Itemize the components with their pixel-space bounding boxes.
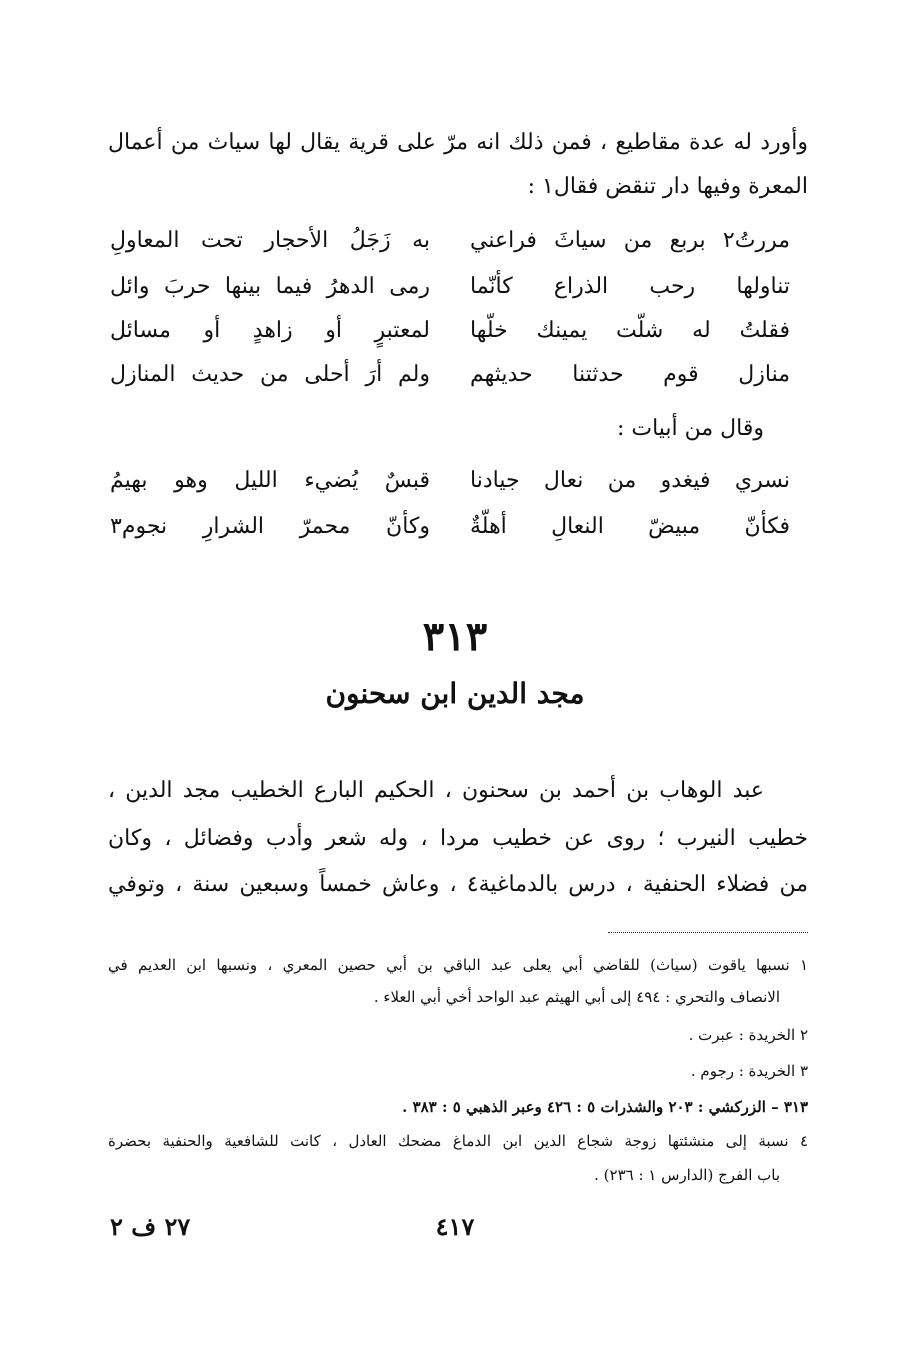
poem2-intro: وقال من أبيات : <box>616 416 764 441</box>
bio-line-3: من فضلاء الحنفية ، درس بالدماغية٤ ، وعاش خمساً وسبعين سنة ، وتوفي <box>108 872 808 897</box>
poem1-verse-4 <box>110 358 790 392</box>
footnote-3: ٣ الخريدة : رجوم . <box>690 1062 808 1080</box>
footnote-1-line-1: ١ نسبها ياقوت (سياث) للقاضي أبي يعلى عبد الباقي بن أبي حصين المعري ، ونسبها ابن العديم في <box>108 956 808 974</box>
poem2-verse-1 <box>110 464 790 498</box>
poem1-verse-3 <box>110 314 790 348</box>
intro-line-1: وأورد له عدة مقاطيع ، فمن ذلك انه مرّ على قرية يقال لها سياث من أعمال <box>108 130 808 155</box>
poem2-verse-1-second-hemistich: قبسٌ يُضيء الليل وهو بهيمُ <box>110 468 430 493</box>
poem1-verse-1 <box>110 224 790 258</box>
poem1-verse-2-second-hemistich: رمى الدهرُ فيما بينها حربَ وائل <box>110 274 430 299</box>
bio-line-2: خطيب النيرب ؛ روى عن خطيب مردا ، وله شعر وأدب وفضائل ، وكان <box>108 826 808 851</box>
section-title: مجد الدين ابن سحنون <box>325 677 585 710</box>
footnote-2: ٢ الخريدة : عبرت . <box>688 1026 808 1044</box>
poem1-verse-1-second-hemistich: به زَجَلُ الأحجار تحت المعاولِ <box>110 228 430 253</box>
footnote-4-line-2: باب الفرج (الدارس ١ : ٢٣٦) . <box>594 1166 780 1184</box>
section-number: ٣١٣ <box>422 613 488 660</box>
poem1-verse-2-first-hemistich: تناولها رحب الذراع كأنّما <box>470 274 790 299</box>
poem1-verse-3-second-hemistich: لمعتبرٍ أو زاهدٍ أو مسائل <box>110 318 430 343</box>
poem2-verse-2 <box>110 510 790 544</box>
poem1-verse-4-second-hemistich: ولم أرَ أحلى من حديث المنازل <box>110 362 430 387</box>
poem1-verse-3-first-hemistich: فقلتُ له شلّت يمينك خلّها <box>470 318 790 343</box>
footnote-313-sources: ٣١٣ – الزركشي : ٢٠٣ والشذرات ٥ : ٤٢٦ وعبر الذهبي ٥ : ٣٨٣ . <box>402 1098 808 1116</box>
poem1-verse-2 <box>110 270 790 304</box>
page-number: ٤١٧ <box>435 1212 475 1241</box>
printer-signature: ٢٧ ف ٢ <box>110 1212 191 1241</box>
bio-line-1: عبد الوهاب بن أحمد بن سحنون ، الحكيم البارع الخطيب مجد الدين ، <box>108 778 764 803</box>
poem1-verse-4-first-hemistich: منازل قوم حدثتنا حديثهم <box>470 362 790 387</box>
footnote-4-line-1: ٤ نسبة إلى منشئتها زوجة شجاع الدين ابن الدماغ مضحك العادل ، كانت للشافعية والحنفية بحضرة <box>108 1132 808 1150</box>
poem2-verse-2-second-hemistich: وكأنّ محمرّ الشرارِ نجوم٣ <box>110 514 430 539</box>
footnote-separator <box>608 932 808 933</box>
poem2-verse-1-first-hemistich: نسري فيغدو من نعال جيادنا <box>470 468 790 493</box>
poem1-verse-1-first-hemistich: مررتُ٢ بربع من سياثَ فراعني <box>470 228 790 253</box>
footnote-1-line-2: الانصاف والتحري : ٤٩٤ إلى أبي الهيثم عبد الواحد أخي أبي العلاء . <box>373 988 780 1006</box>
poem2-verse-2-first-hemistich: فكأنّ مبيضّ النعالِ أهلّةٌ <box>470 514 790 539</box>
intro-line-2: المعرة وفيها دار تنقض فقال١ : <box>527 174 808 199</box>
